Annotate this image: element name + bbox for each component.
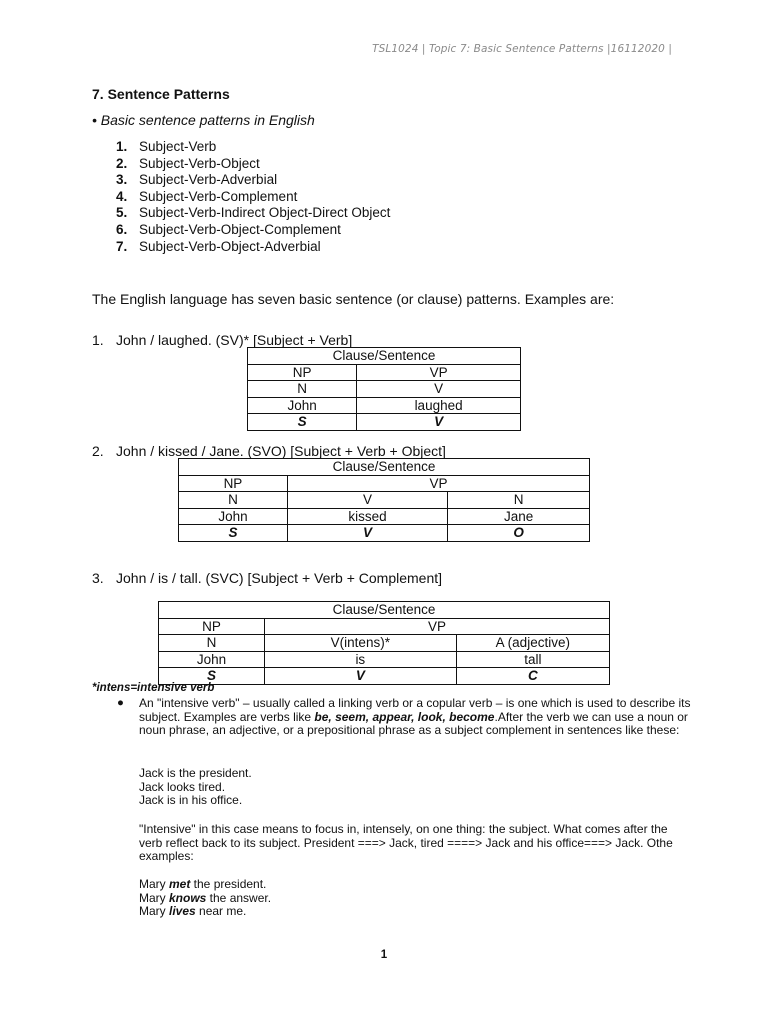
table-cell: N [248, 381, 357, 398]
table-cell: John [248, 397, 357, 414]
verb-examples: be, seem, appear, look, become [314, 709, 495, 724]
table-cell: C [456, 668, 609, 685]
table-cell: VP [357, 364, 521, 381]
table-cell: N [179, 492, 288, 509]
table-cell: Clause/Sentence [159, 602, 610, 619]
table-cell: S [179, 525, 288, 542]
note-paragraph-2: "Intensive" in this case means to focus in, intensely, on one thing: the subject. What comes after the verb reflect back to its subject. President ===> Jack, tired ====> Jack and his office===> Jack. Othe examples: [139, 822, 673, 864]
list-item: 3. Subject-Verb-Adverbial [116, 172, 278, 188]
table-cell: N [159, 635, 265, 652]
example-sentence: Mary knows the answer. [139, 890, 272, 905]
example-sentences-2 [139, 878, 271, 919]
section-subtitle: • Basic sentence patterns in English [92, 112, 315, 128]
table-cell: John [159, 651, 265, 668]
example-1-table [247, 347, 521, 431]
example-sentence: Mary lives near me. [139, 904, 247, 919]
list-item: 1. Subject-Verb [116, 139, 217, 154]
table-cell: V [287, 492, 447, 509]
list-item: 6. Subject-Verb-Object-Complement [116, 221, 341, 237]
table-cell: NP [248, 364, 357, 381]
table-cell: V(intens)* [264, 635, 456, 652]
example-sentence: Jack looks tired. [139, 779, 226, 794]
table-cell: VP [264, 618, 609, 635]
example-sentence: Mary met the president. [139, 877, 267, 891]
section-title: 7. Sentence Patterns [92, 86, 230, 102]
table-cell: O [448, 525, 590, 542]
note-paragraph-1: An "intensive verb" – usually called a linking verb or a copular verb – is one which is used to describe its subject. Examples are verbs like be, seem, appear, look, become.After the verb we can use a noun or noun phrase, an adjective, or a prepositional phrase as a subject complement in sentences like these: [139, 696, 691, 738]
table-cell: is [264, 651, 456, 668]
table-cell: V [357, 414, 521, 431]
bullet-icon: ● [117, 697, 124, 709]
table-cell: S [248, 414, 357, 431]
table-cell: S [159, 668, 265, 685]
example-sentence: Jack is in his office. [139, 793, 243, 808]
intro-paragraph: The English language has seven basic sentence (or clause) patterns. Examples are: [92, 291, 615, 307]
table-cell: V [264, 668, 456, 685]
page-number: 1 [380, 949, 388, 961]
table-cell: Clause/Sentence [248, 348, 521, 365]
table-cell: V [357, 381, 521, 398]
example-3-line: 3. John / is / tall. (SVC) [Subject + Verb + Complement] [92, 570, 443, 586]
table-cell: Jane [448, 508, 590, 525]
table-cell: laughed [357, 397, 521, 414]
table-cell: N [448, 492, 590, 509]
table-cell: Clause/Sentence [179, 459, 590, 476]
pattern-list [116, 139, 390, 255]
table-cell: VP [287, 475, 589, 492]
example-3-table [158, 601, 610, 685]
table-cell: V [287, 525, 447, 542]
example-sentence: Jack is the president. [139, 766, 252, 780]
table-cell: kissed [287, 508, 447, 525]
table-cell: NP [179, 475, 288, 492]
table-cell: NP [159, 618, 265, 635]
example-sentences-1 [139, 767, 252, 808]
list-item: 5. Subject-Verb-Indirect Object-Direct Object [116, 205, 391, 221]
list-item: 7. Subject-Verb-Object-Adverbial [116, 238, 321, 254]
example-2-line: 2. John / kissed / Jane. (SVO) [Subject + Verb + Object] [92, 443, 446, 459]
list-item: 4. Subject-Verb-Complement [116, 188, 298, 204]
table-cell: John [179, 508, 288, 525]
page-header: TSL1024 | Topic 7: Basic Sentence Patterns |16112020 | [372, 43, 672, 55]
list-item: 2. Subject-Verb-Object [116, 155, 260, 171]
table-cell: A (adjective) [456, 635, 609, 652]
example-1-line: 1. John / laughed. (SV)* [Subject + Verb] [92, 332, 353, 348]
footnote-heading: *intens=intensive verb [92, 682, 215, 694]
example-2-table [178, 458, 590, 542]
table-cell: tall [456, 651, 609, 668]
